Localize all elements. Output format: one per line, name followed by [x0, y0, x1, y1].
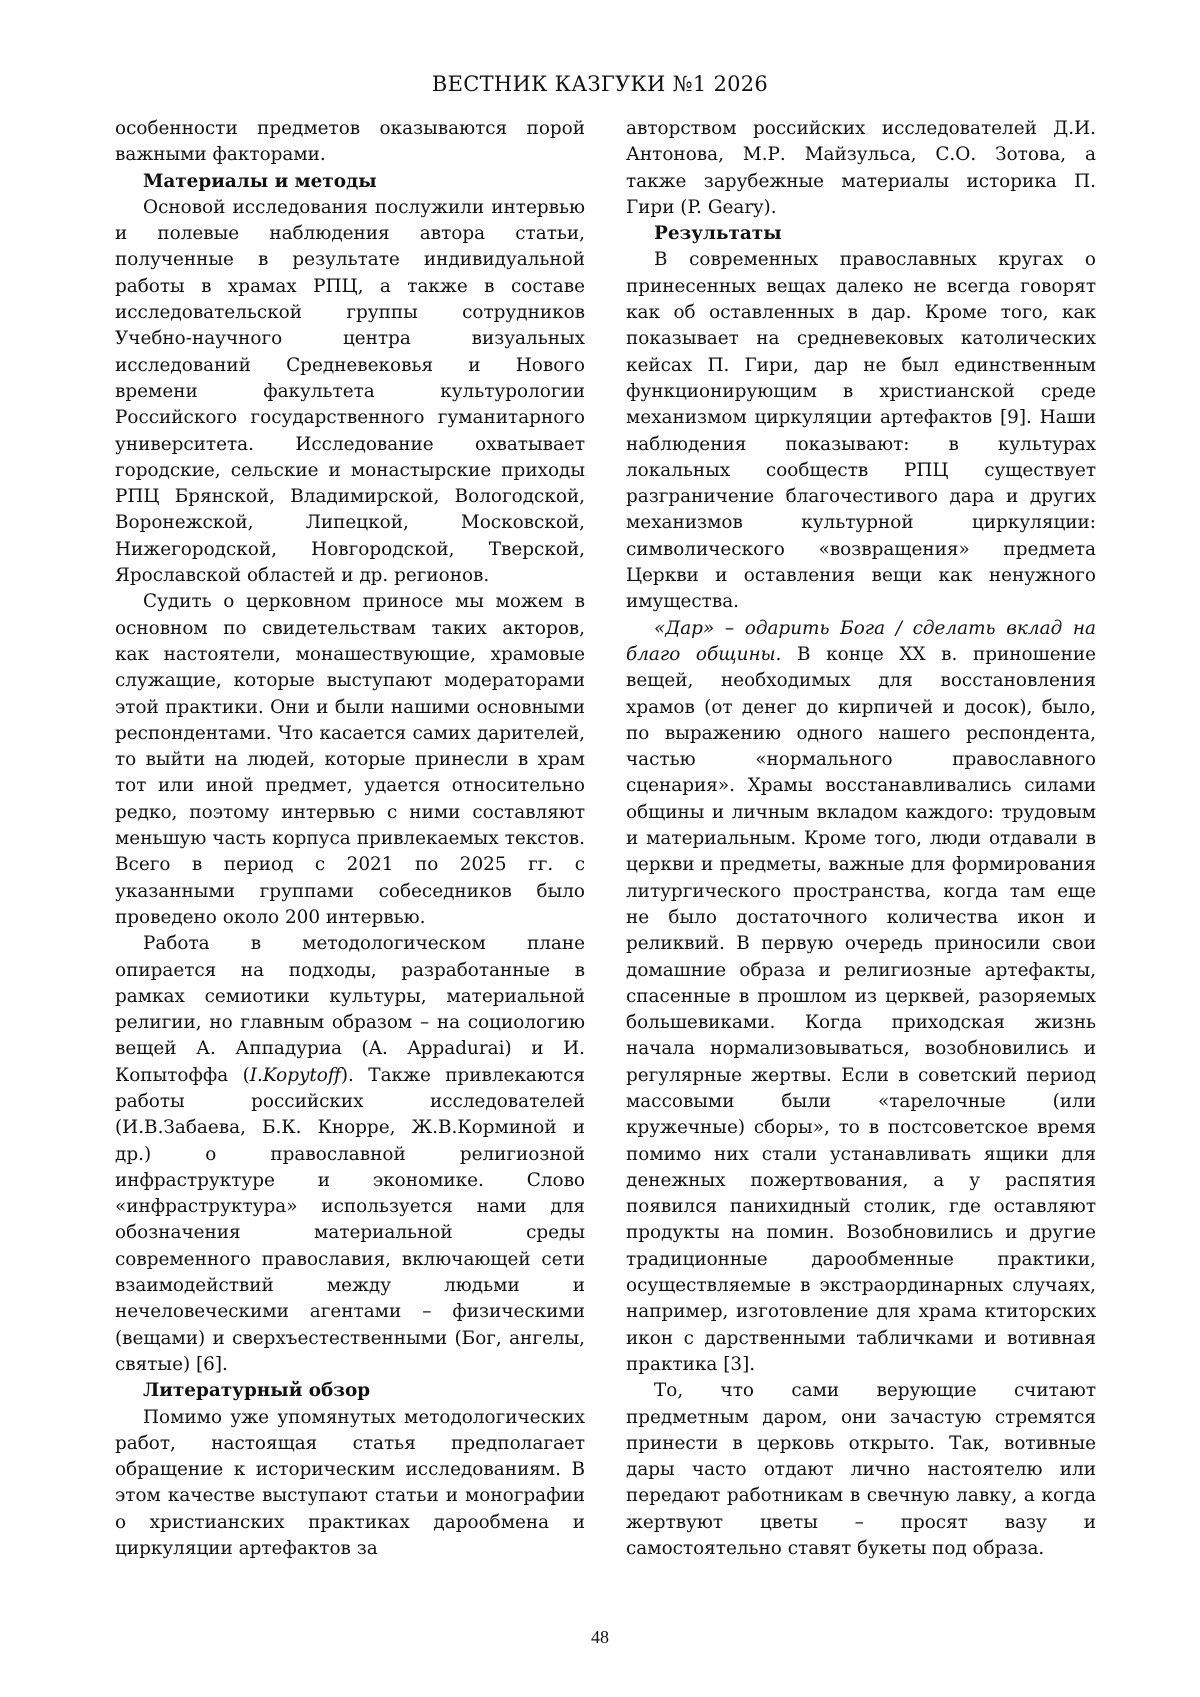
section-heading-literature: Литературный обзор: [143, 1380, 371, 1402]
journal-header: ВЕСТНИК КАЗГУКИ №1 2026: [431, 72, 769, 96]
text-run: В конце XX в. приношение вещей, необходимых для восстановления храмов (от денег до кирпичей и досок), было, по выражению одного нашего респондента, частью «нормального православного сценария». Храмы восстанавливались силами общины и личным вкладом каждого: трудовым и материальным. Кроме того, люди отдавали в церкви и предметы, важные для формирования литургического пространства, когда там еще не было достаточного количества икон и реликвий. В первую очередь приносили свои домашние образа и религиозные артефакты, спасенные в прошлом из церквей, разоряемых большевиками. Когда приходская жизнь начала нормализовываться, возобновились и регулярные жертвы. Если в советский период массовыми были «тарелочные (или кружечные) сборы», то в постсоветское время помимо них стали устанавливать ящики для денежных пожертвования, а у распятия появился панихидный столик, где оставляют продукты на помин. Возобновились и другие традиционные дарообменные практики, осуществляемые в экстраординарных случаях, например, изготовление для храма ктиторских икон с дарственными табличками и вотивная практика [3].: [626, 643, 1096, 1375]
right-column: [626, 116, 1096, 1562]
text-run: ). Также привлекаются работы российских исследователей (И.В.Забаева, Б.К. Кнорре, Ж.В.Корминой и др.) о православной религиозной инфраструктуре и экономике. Слово «инфраструктура» используется нами для обозначения материальной среды современного православия, включающей сети взаимодействий между людьми и нечеловеческими агентами – физическими (вещами) и сверхъестественными (Бог, ангелы, святые) [6].: [115, 1064, 585, 1375]
left-column: [115, 116, 585, 1562]
text-run: Работа в методологическом плане опирается на подходы, разработанные в рамках семиотики культуры, материальной религии, но главным образом – на социологию вещей А. Аппадуриа (A. Appadurai) и И. Копытоффа (: [115, 933, 585, 1086]
page-number: 48: [591, 1627, 609, 1647]
paragraph: Судить о церковном приносе мы можем в основном по свидетельствам таких акторов, как настоятели, монашествующие, храмовые служащие, которые выступают модераторами этой практики. Они и были нашими основными респондентами. Что касается самих дарителей, то выйти на людей, которые принесли в храм тот или иной предмет, удается относительно редко, поэтому интервью с ними составляют меньшую часть корпуса привлекаемых текстов. Всего в период с 2021 по 2025 гг. с указанными группами собеседников было проведено около 200 интервью.: [115, 591, 585, 928]
paragraph: особенности предметов оказываются порой важными факторами.: [115, 118, 585, 166]
paragraph: [626, 616, 1096, 1379]
paragraph: Помимо уже упомянутых методологических работ, настоящая статья предполагает обращение к историческим исследованиям. В этом качестве выступают статьи и монографии о христианских практиках дарообмена и циркуляции артефактов за: [115, 1406, 585, 1560]
paragraph: [115, 931, 585, 1378]
italic-text: «Дар» – одарить Бога / сделать вклад на благо общины.: [626, 617, 1096, 665]
paragraph: В современных православных кругах о принесенных вещах далеко не всегда говорят как об оставленных в дар. Кроме того, как показывает на средневековых католических кейсах П. Гири, дар не был единственным функционирующим в христианской среде механизмом циркуляции артефактов [9]. Наши наблюдения показывают: в культурах локальных сообществ РПЦ существует разграничение благочестивого дара и других механизмов культурной циркуляции: символического «возвращения» предмета Церкви и оставления вещи как ненужного имущества.: [626, 249, 1096, 613]
section-heading-results: Результаты: [654, 223, 782, 245]
paragraph: Основой исследования послужили интервью и полевые наблюдения автора статьи, полученные в результате индивидуальной работы в храмах РПЦ, а также в составе исследовательской группы сотрудников Учебно-научного центра визуальных исследований Средневековья и Нового времени факультета культурологии Российского государственного гуманитарного университета. Исследование охватывает городские, сельские и монастырские приходы РПЦ Брянской, Владимирской, Вологодской, Воронежской, Липецкой, Московской, Нижегородской, Новгородской, Тверской, Ярославской областей и др. регионов.: [115, 196, 585, 587]
section-heading-methods: Материалы и методы: [143, 170, 377, 192]
paragraph: То, что сами верующие считают предметным даром, они зачастую стремятся принести в церковь открыто. Так, вотивные дары часто отдают лично настоятелю или передают работникам в свечную лавку, а когда жертвуют цветы – просят вазу и самостоятельно ставят букеты под образа.: [626, 1380, 1096, 1560]
paragraph: авторством российских исследователей Д.И. Антонова, М.Р. Майзульса, С.О. Зотова, а также зарубежные материалы историка П. Гири (P. Geary).: [626, 118, 1096, 218]
italic-text: I.Kopytoff: [249, 1064, 341, 1086]
